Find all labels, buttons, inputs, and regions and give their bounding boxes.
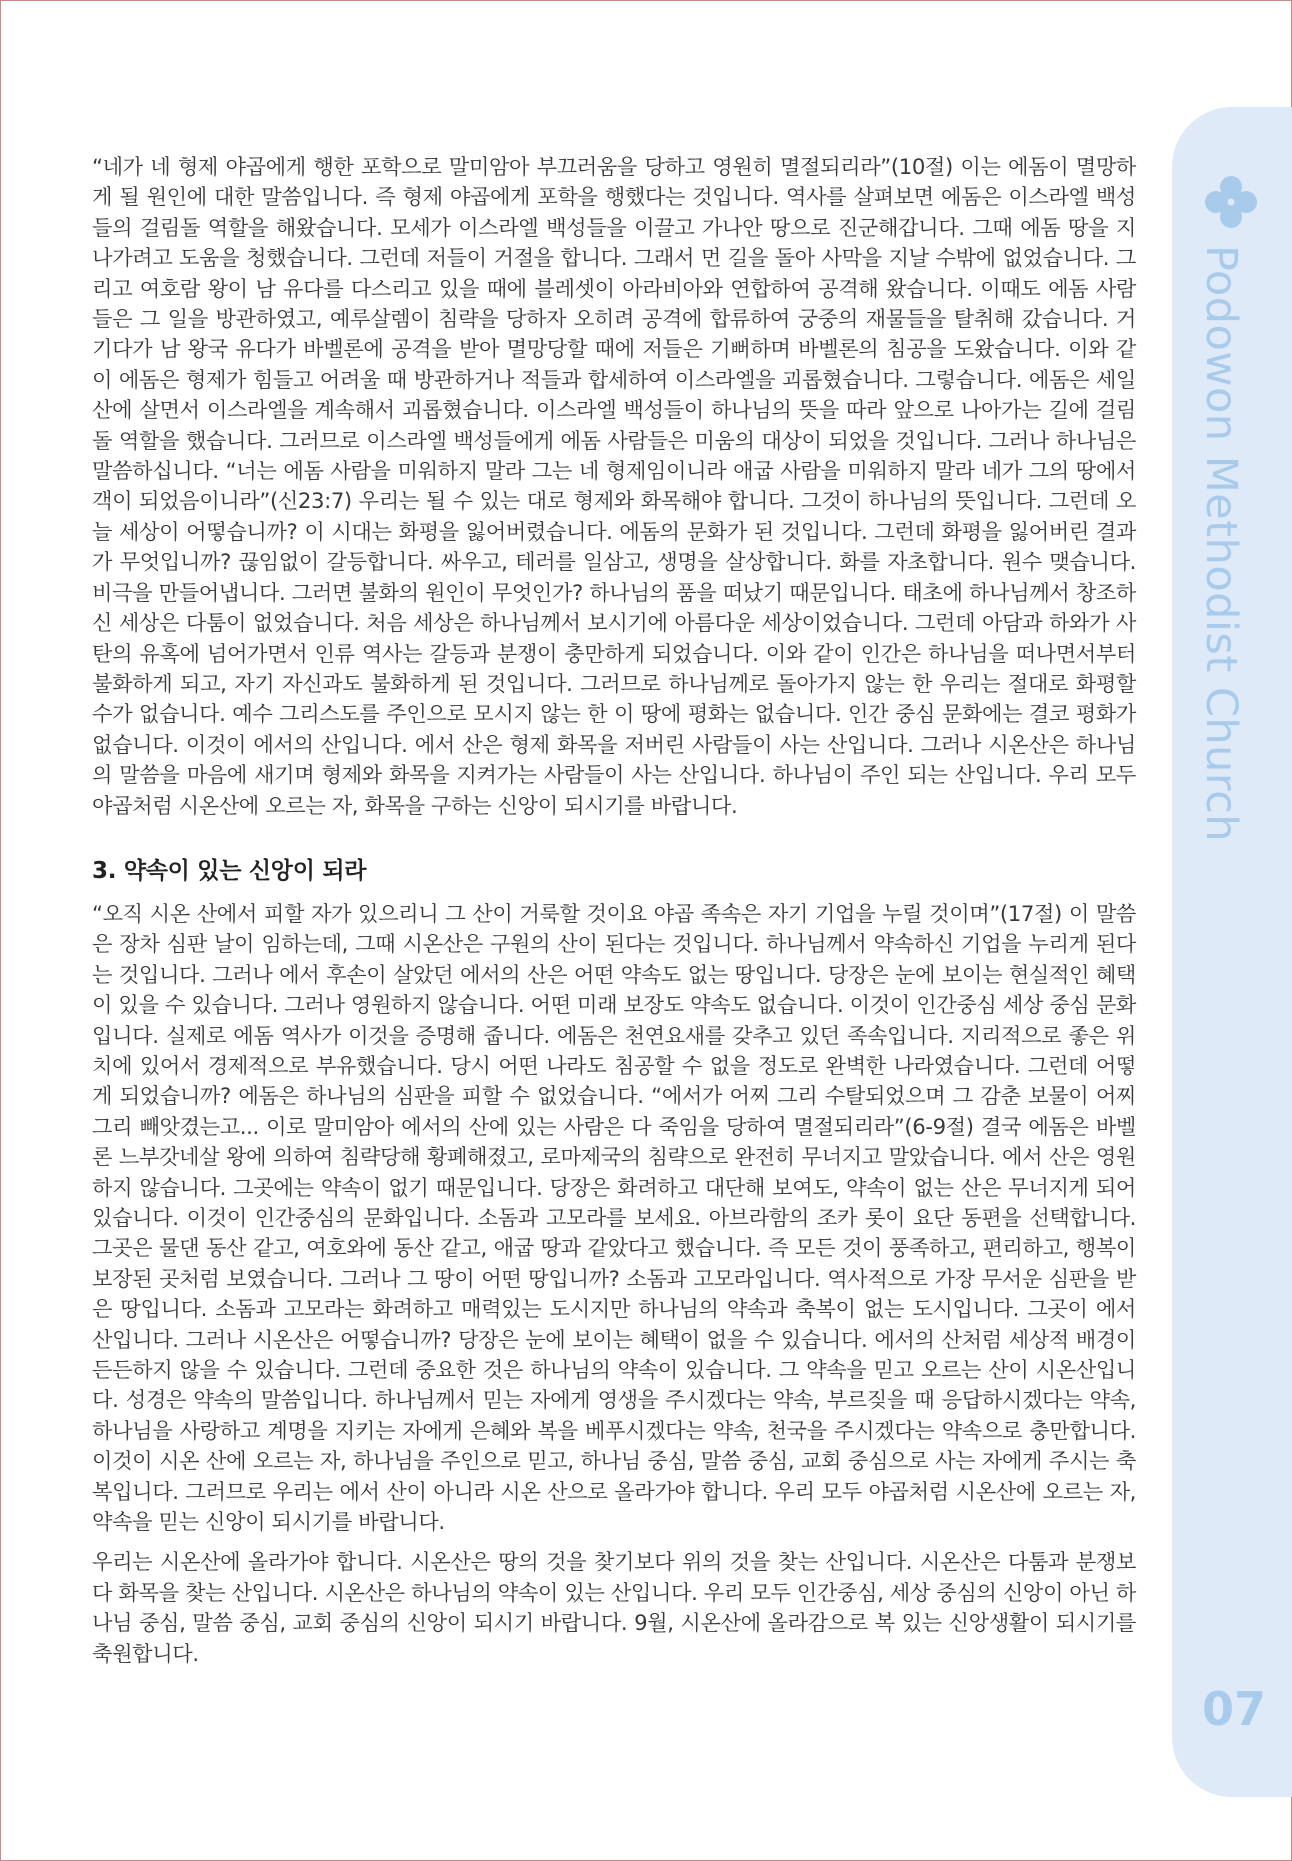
article-paragraph: “오직 시온 산에서 피할 자가 있으리니 그 산이 거룩할 것이요 야곱 족속은 자기 기업을 누릴 것이며”(17절) 이 말씀은 장차 심판 날이 임하는데, 그때 시온산은 구원의 산이 된다는 것입니다. 하나님께서 약속하신 기업을 누리게 된다는 것입니다. 그러나 에서 후손이 살았던 에서의 산은 어떤 약속도 없는 땅입니다. 당장은 눈에 보이는 현실적인 혜택이 있을 수 있습니다. 그러나 영원하지 않습니다. 어떤 미래 보장도 약속도 없습니다. 이것이 인간중심 세상 중심 문화입니다. 실제로 에돔 역사가 이것을 증명해 줍니다. 에돔은 천연요새를 갖추고 있던 족속입니다. 지리적으로 좋은 위치에 있어서 경제적으로 부유했습니다. 당시 어떤 나라도 침공할 수 없을 정도로 완벽한 나라였습니다. 그런데 어떻게 되었습니까? 에돔은 하나님의 심판을 피할 수 없었습니다. “에서가 어찌 그리 수탈되었으며 그 감춘 보물이 어찌 그리 빼앗겼는고... 이로 말미암아 에서의 산에 있는 사람은 다 죽임을 당하여 멸절되리라”(6-9절) 결국 에돔은 바벨론 느부갓네살 왕에 의하여 침략당해 황폐해졌고, 로마제국의 침략으로 완전히 무너지고 말았습니다. 에서 산은 영원하지 않습니다. 그곳에는 약속이 없기 때문입니다. 당장은 화려하고 대단해 보여도, 약속이 없는 산은 무너지게 되어 있습니다. 이것이 인간중심의 문화입니다. 소돔과 고모라를 보세요. 아브라함의 조카 롯이 요단 동편을 선택합니다. 그곳은 물댄 동산 같고, 여호와에 동산 같고, 애굽 땅과 같았다고 했습니다. 즉 모든 것이 풍족하고, 편리하고, 행복이 보장된 곳처럼 보였습니다. 그러나 그 땅이 어떤 땅입니까? 소돔과 고모라입니다. 역사적으로 가장 무서운 심판을 받은 땅입니다. 소돔과 고모라는 화려하고 매력있는 도시지만 하나님의 약속과 축복이 없는 도시입니다. 그곳이 에서 산입니다. 그러나 시온산은 어떻습니까? 당장은 눈에 보이는 혜택이 없을 수 있습니다. 에서의 산처럼 세상적 배경이 든든하지 않을 수 있습니다. 그런데 중요한 것은 하나님의 약속이 있습니다. 그 약속을 믿고 오르는 산이 시온산입니다. 성경은 약속의 말씀입니다. 하나님께서 믿는 자에게 영생을 주시겠다는 약속, 부르짖을 때 응답하시겠다는 약속, 하나님을 사랑하고 계명을 지키는 자에게 은혜와 복을 베푸시겠다는 약속, 천국을 주시겠다는 약속으로 충만합니다. 이것이 시온 산에 오르는 자, 하나님을 주인으로 믿고, 하나님 중심, 말씀 중심, 교회 중심으로 사는 자에게 주시는 축복입니다. 그러므로 우리는 에서 산이 아니라 시온 산으로 올라가야 합니다. 우리 모두 야곱처럼 시온산에 오르는 자, 약속을 믿는 신앙이 되시기를 바랍니다. (92, 900, 1136, 1535)
article-paragraph: “네가 네 형제 야곱에게 행한 포학으로 말미암아 부끄러움을 당하고 영원히 멸절되리라”(10절) 이는 에돔이 멸망하게 될 원인에 대한 말씀입니다. 즉 형제 야곱에게 포학을 행했다는 것입니다. 역사를 살펴보면 에돔은 이스라엘 백성들의 걸림돌 역할을 해왔습니다. 모세가 이스라엘 백성들을 이끌고 가나안 땅으로 진군해갑니다. 그때 에돔 땅을 지나가려고 도움을 청했습니다. 그런데 저들이 거절을 합니다. 그래서 먼 길을 돌아 사막을 지날 수밖에 없었습니다. 그리고 여호람 왕이 남 유다를 다스리고 있을 때에 블레셋이 아라비아와 연합하여 공격해 왔습니다. 이때도 에돔 사람들은 그 일을 방관하였고, 예루살렘이 침략을 당하자 오히려 공격에 합류하여 궁중의 재물들을 탈취해 갔습니다. 거기다가 남 왕국 유다가 바벨론에 공격을 받아 멸망당할 때에 저들은 기뻐하며 바벨론의 침공을 도왔습니다. 이와 같이 에돔은 형제가 힘들고 어려울 때 방관하거나 적들과 합세하여 이스라엘을 괴롭혔습니다. 그렇습니다. 에돔은 세일산에 살면서 이스라엘을 계속해서 괴롭혔습니다. 이스라엘 백성들이 하나님의 뜻을 따라 앞으로 나아가는 길에 걸림돌 역할을 했습니다. 그러므로 이스라엘 백성들에게 에돔 사람들은 미움의 대상이 되었을 것입니다. 그러나 하나님은 말씀하십니다. “너는 에돔 사람을 미워하지 말라 그는 네 형제임이니라 애굽 사람을 미워하지 말라 네가 그의 땅에서 객이 되었음이니라”(신23:7) 우리는 될 수 있는 대로 형제와 화목해야 합니다. 그것이 하나님의 뜻입니다. 그런데 오늘 세상이 어떻습니까? 이 시대는 화평을 잃어버렸습니다. 에돔의 문화가 된 것입니다. 그런데 화평을 잃어버린 결과가 무엇입니까? 끊임없이 갈등합니다. 싸우고, 테러를 일삼고, 생명을 살상합니다. 화를 자초합니다. 원수 맺습니다. 비극을 만들어냅니다. 그러면 불화의 원인이 무엇인가? 하나님의 품을 떠났기 때문입니다. 태초에 하나님께서 창조하신 세상은 다툼이 없었습니다. 처음 세상은 하나님께서 보시기에 아름다운 세상이었습니다. 그런데 아담과 하와가 사탄의 유혹에 넘어가면서 인류 역사는 갈등과 분쟁이 충만하게 되었습니다. 이와 같이 인간은 하나님을 떠나면서부터 불화하게 되고, 자기 자신과도 불화하게 된 것입니다. 그러므로 하나님께로 돌아가지 않는 한 우리는 절대로 화평할 수가 없습니다. 예수 그리스도를 주인으로 모시지 않는 한 이 땅에 평화는 없습니다. 인간 중심 문화에는 결코 평화가 없습니다. 이것이 에서의 산입니다. 에서 산은 형제 화목을 저버린 사람들이 사는 산입니다. 그러나 시온산은 하나님의 말씀을 마음에 새기며 형제와 화목을 지켜가는 사람들이 사는 산입니다. 하나님이 주인 되는 산입니다. 우리 모두 야곱처럼 시온산에 오르는 자, 화목을 구하는 신앙이 되시기를 바랍니다. (92, 154, 1136, 818)
article-paragraph: 우리는 시온산에 올라가야 합니다. 시온산은 땅의 것을 찾기보다 위의 것을 찾는 산입니다. 시온산은 다툼과 분쟁보다 화목을 찾는 산입니다. 시온산은 하나님의 약속이 있는 산입니다. 우리 모두 인간중심, 세상 중심의 신앙이 아닌 하나님 중심, 말씀 중심, 교회 중심의 신앙이 되시기 바랍니다. 9월, 시온산에 올라감으로 복 있는 신앙생활이 되시기를 축원합니다. (92, 1549, 1136, 1666)
church-name: Podowon Methodist Church (1196, 245, 1246, 843)
article-body (92, 152, 1136, 1669)
page-number: 07 (1202, 1682, 1267, 1736)
section-heading: 3. 약속이 있는 신앙이 되라 (92, 857, 367, 884)
cross-icon (1205, 176, 1257, 228)
